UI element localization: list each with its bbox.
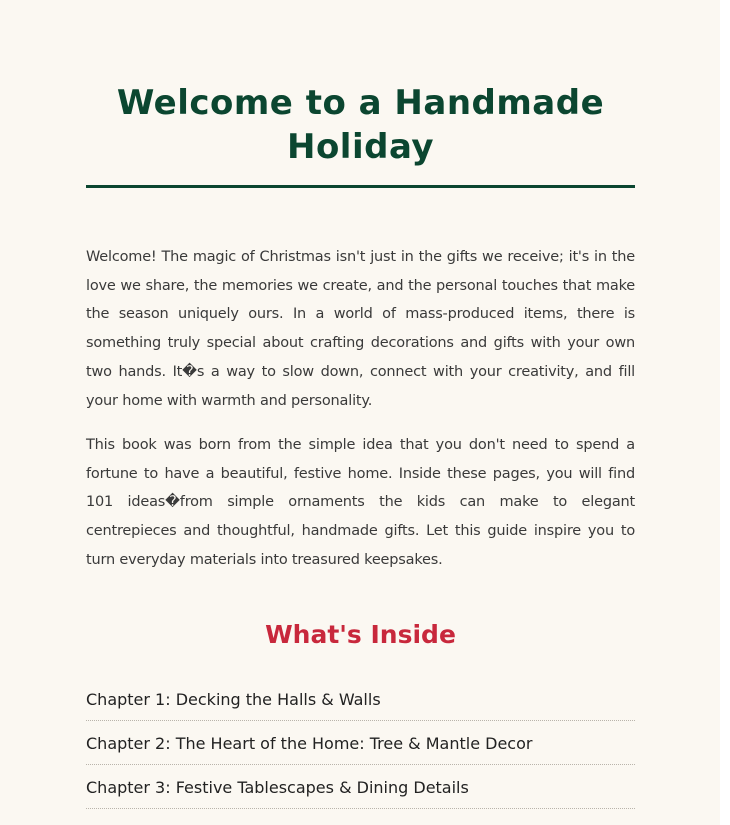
whats-inside-heading: What's Inside: [265, 620, 456, 649]
intro-paragraph-2: This book was born from the simple idea that you don't need to spend a fortune to have a beautiful, festive home. Inside these pages, you will find 101 ideas�from simple ornaments the kids can make to elegant centrepieces and thoughtful, handmade gifts. Let this guide inspire you to turn everyday materials into treasured keepsakes.: [86, 437, 635, 568]
title-divider: [86, 185, 635, 188]
chapter-item-2[interactable]: Chapter 2: The Heart of the Home: Tree & Mantle Decor: [86, 722, 635, 765]
chapter-item-1[interactable]: Chapter 1: Decking the Halls & Walls: [86, 678, 635, 721]
page-title: Welcome to a Handmade Holiday: [116, 83, 605, 167]
intro-paragraph-1: Welcome! The magic of Christmas isn't just in the gifts we receive; it's in the love we share, the memories we create, and the personal touches that make the season uniquely ours. In a world of mass-produced items, there is something truly special about crafting decorations and gifts with your own two hands. It�s a way to slow down, connect with your creativity, and fill your home with warmth and personality.: [86, 249, 635, 409]
chapter-item-3[interactable]: Chapter 3: Festive Tablescapes & Dining Details: [86, 766, 635, 809]
chapter-list: [86, 678, 635, 809]
